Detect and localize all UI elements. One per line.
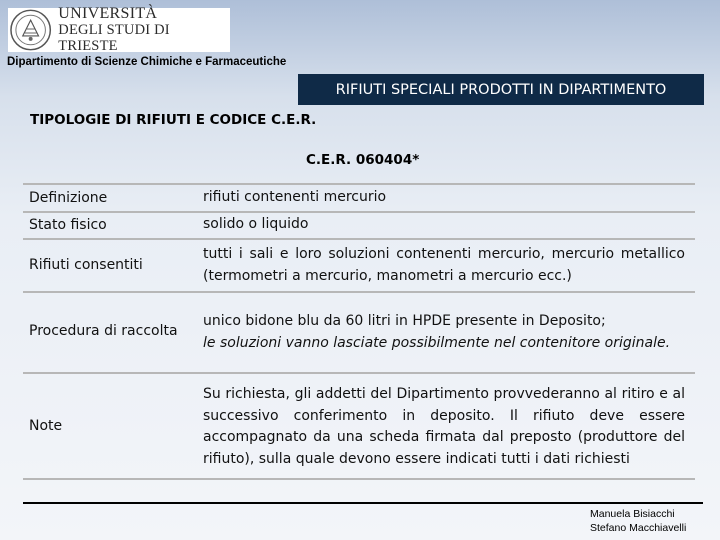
row-value-definizione: rifiuti contenenti mercurio <box>203 189 387 205</box>
university-name-line1: UNIVERSITÀ <box>58 5 158 22</box>
row-value-rifiuti-consentiti: tutti i sali e loro soluzioni contenenti mercurio, mercurio metallico (termometri a mercurio, manometri a mercurio ecc.) <box>203 246 685 284</box>
university-seal-icon <box>9 8 52 52</box>
table-rule <box>23 478 695 480</box>
university-name-line2: DEGLI STUDI DI TRIESTE <box>58 22 170 54</box>
row-label-note: Note <box>29 418 63 434</box>
row-label-rifiuti-consentiti: Rifiuti consentiti <box>29 257 143 273</box>
table-rule <box>23 372 695 374</box>
table-rule <box>23 238 695 240</box>
author-1: Manuela Bisiacchi <box>590 508 675 520</box>
footer-rule <box>23 502 703 504</box>
table-rule <box>23 183 695 185</box>
row-value-note: Su richiesta, gli addetti del Dipartimento provvederanno al ritiro e al successivo conferimento in deposito. Il rifiuto deve essere accompagnato da una scheda firmata dal preposto (produttore del rifiuto), sulla quale devono essere indicati tutti i dati richiesti <box>203 386 685 467</box>
department-name: Dipartimento di Scienze Chimiche e Farmaceutiche <box>7 56 287 68</box>
row-label-definizione: Definizione <box>29 190 108 206</box>
university-logo <box>8 5 230 54</box>
cer-code: C.E.R. 060404* <box>306 152 420 168</box>
table-rule <box>23 211 695 213</box>
procedura-text: unico bidone blu da 60 litri in HPDE presente in Deposito; <box>203 313 606 329</box>
row-value-stato-fisico: solido o liquido <box>203 216 309 232</box>
author-2: Stefano Macchiavelli <box>590 522 687 534</box>
procedura-note: le soluzioni vanno lasciate possibilmente nel contenitore originale. <box>203 334 671 351</box>
row-label-procedura: Procedura di raccolta <box>29 323 178 339</box>
row-label-stato-fisico: Stato fisico <box>29 217 107 233</box>
table-rule <box>23 291 695 293</box>
title-banner: RIFIUTI SPECIALI PRODOTTI IN DIPARTIMENTO <box>298 74 704 105</box>
row-value-procedura <box>203 311 685 354</box>
subtitle: TIPOLOGIE DI RIFIUTI E CODICE C.E.R. <box>30 112 317 128</box>
